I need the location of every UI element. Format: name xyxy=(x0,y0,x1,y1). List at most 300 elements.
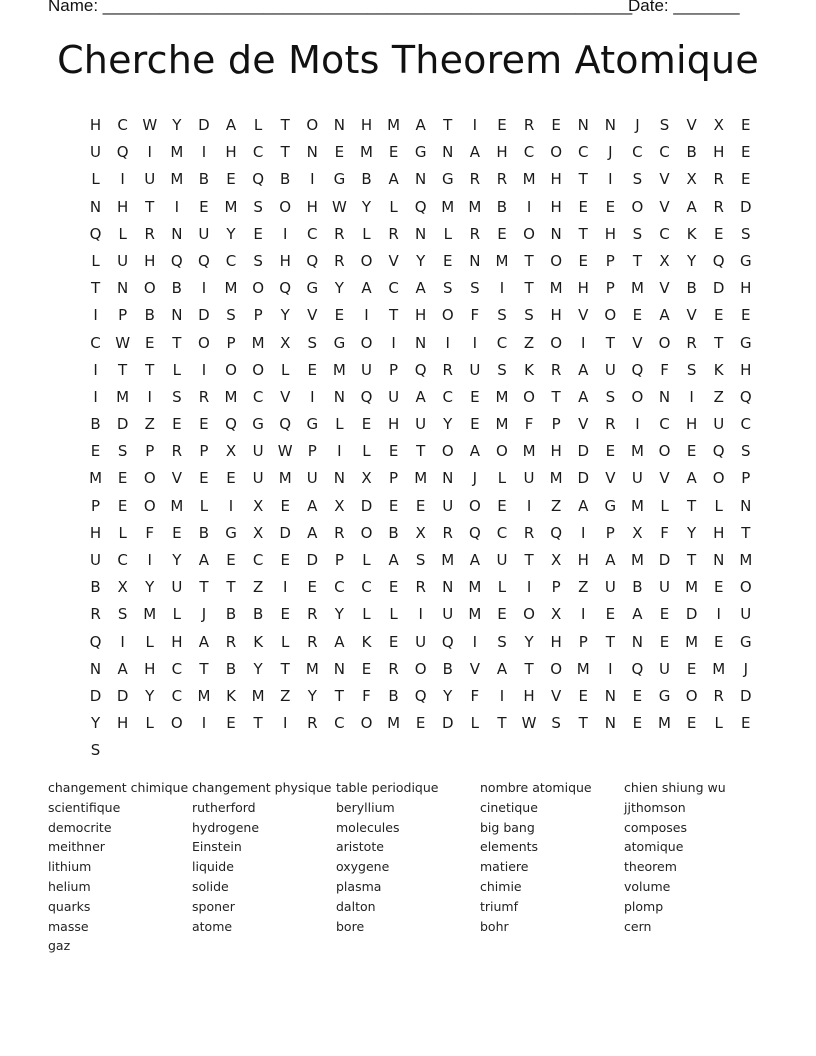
grid-letter: U xyxy=(90,551,102,569)
grid-letter: S xyxy=(686,360,697,379)
grid-letter: C xyxy=(659,224,670,243)
grid-letter: L xyxy=(118,523,127,542)
puzzle-title: Cherche de Mots Theorem Atomique xyxy=(57,38,759,82)
grid-letter: A xyxy=(578,360,589,379)
grid-letter: M xyxy=(224,387,238,406)
grid-letter: L xyxy=(389,605,398,624)
grid-letter: E xyxy=(307,360,318,379)
grid-letter: H xyxy=(89,116,102,134)
grid-letter: S xyxy=(497,632,507,651)
grid-letter: E xyxy=(334,143,345,162)
grid-letter: R xyxy=(523,523,535,542)
grid-letter: E xyxy=(497,116,507,134)
grid-letter: D xyxy=(658,551,671,569)
grid-letter: Y xyxy=(226,224,236,243)
grid-letter: P xyxy=(307,442,317,461)
grid-letter: N xyxy=(415,224,427,243)
grid-letter: M xyxy=(685,578,699,597)
grid-letter: G xyxy=(306,279,319,298)
grid-letter: I xyxy=(201,279,207,298)
grid-letter: E xyxy=(226,469,236,488)
grid-letter: F xyxy=(145,523,155,542)
grid-letter: R xyxy=(307,605,318,624)
grid-letter: I xyxy=(689,387,694,406)
grid-letter: U xyxy=(198,224,210,243)
word-list-item: lithium xyxy=(48,859,92,875)
grid-letter: V xyxy=(469,659,480,678)
grid-letter: C xyxy=(632,143,643,162)
grid-letter: E xyxy=(578,686,588,705)
grid-letter: Q xyxy=(414,197,427,216)
grid-letter: C xyxy=(117,116,128,134)
grid-letter: N xyxy=(89,659,102,678)
grid-letter: I xyxy=(391,333,396,352)
grid-letter: S xyxy=(226,306,236,325)
header-line xyxy=(48,0,748,22)
letter-grid xyxy=(82,112,759,765)
grid-letter: T xyxy=(605,333,615,352)
grid-letter: C xyxy=(252,551,264,569)
grid-letter: A xyxy=(388,551,399,569)
grid-letter: C xyxy=(117,551,128,569)
grid-letter: Y xyxy=(280,306,290,325)
grid-letter: R xyxy=(334,224,345,243)
grid-letter: O xyxy=(441,442,454,461)
grid-letter: L xyxy=(714,714,723,733)
grid-letter: X xyxy=(225,442,237,461)
grid-letter: W xyxy=(115,333,131,352)
grid-letter: O xyxy=(523,224,535,243)
grid-letter: R xyxy=(442,360,453,379)
grid-letter: R xyxy=(713,170,724,189)
grid-letter: K xyxy=(361,632,372,651)
grid-letter: E xyxy=(497,496,507,515)
grid-letter: U xyxy=(388,387,400,406)
grid-letter: E xyxy=(226,170,236,189)
grid-letter: U xyxy=(659,578,670,597)
grid-letter: H xyxy=(550,632,562,651)
grid-letter: E xyxy=(741,714,751,733)
grid-letter: X xyxy=(252,496,264,515)
grid-letter: T xyxy=(145,360,155,379)
grid-letter: G xyxy=(333,333,346,352)
grid-letter: Z xyxy=(252,578,264,597)
grid-letter: H xyxy=(496,143,508,162)
grid-letter: X xyxy=(713,116,724,134)
grid-letter: O xyxy=(658,333,671,352)
grid-letter: M xyxy=(468,605,482,624)
grid-letter: M xyxy=(170,496,184,515)
grid-letter: L xyxy=(91,170,100,189)
grid-letter: L xyxy=(497,469,507,488)
grid-letter: C xyxy=(659,143,670,162)
grid-letter: U xyxy=(90,143,102,162)
grid-letter: N xyxy=(171,224,183,243)
grid-letter: U xyxy=(415,415,427,434)
grid-letter: H xyxy=(117,714,129,733)
grid-letter: M xyxy=(360,143,373,162)
grid-letter: X xyxy=(280,333,291,352)
grid-letter: I xyxy=(472,632,478,651)
grid-letter: M xyxy=(685,632,699,651)
grid-letter: H xyxy=(117,197,129,216)
grid-letter: M xyxy=(251,333,265,352)
grid-letter: N xyxy=(740,496,752,515)
word-list-item: liquide xyxy=(192,859,234,875)
grid-letter: V xyxy=(388,251,399,270)
grid-letter: M xyxy=(576,659,590,678)
grid-letter: H xyxy=(171,632,183,651)
grid-letter: E xyxy=(470,387,480,406)
grid-letter: Q xyxy=(360,387,373,406)
grid-letter: S xyxy=(524,306,534,325)
grid-letter: R xyxy=(90,605,101,624)
grid-letter: M xyxy=(197,686,211,705)
grid-letter: P xyxy=(551,578,561,597)
grid-letter: G xyxy=(306,415,319,434)
grid-letter: B xyxy=(388,523,399,542)
grid-letter: E xyxy=(578,251,588,270)
grid-letter: N xyxy=(333,469,345,488)
grid-letter: T xyxy=(443,116,453,134)
grid-letter: P xyxy=(334,551,344,569)
grid-letter: E xyxy=(117,469,128,488)
grid-letter: C xyxy=(307,224,318,243)
grid-letter: M xyxy=(441,551,455,569)
word-list-item: composes xyxy=(624,819,687,835)
grid-letter: L xyxy=(91,251,100,270)
grid-letter: E xyxy=(199,197,209,216)
grid-letter: E xyxy=(307,578,318,597)
word-list-item: masse xyxy=(48,918,89,934)
grid-letter: S xyxy=(632,170,643,189)
grid-letter: U xyxy=(252,469,264,488)
grid-letter: E xyxy=(172,523,182,542)
grid-letter: I xyxy=(174,197,180,216)
grid-letter: O xyxy=(306,116,319,134)
grid-letter: S xyxy=(117,442,128,461)
grid-letter: T xyxy=(714,333,724,352)
grid-letter: L xyxy=(253,116,263,134)
grid-letter: Y xyxy=(416,251,426,270)
grid-letter: O xyxy=(550,659,563,678)
grid-letter: M xyxy=(630,279,644,298)
grid-letter: U xyxy=(523,469,535,488)
grid-letter: P xyxy=(605,279,615,298)
grid-letter: E xyxy=(741,306,751,325)
grid-letter: K xyxy=(524,360,534,379)
grid-letter: X xyxy=(117,578,128,597)
grid-letter: I xyxy=(282,578,288,597)
grid-letter: F xyxy=(660,360,669,379)
grid-letter: O xyxy=(658,442,671,461)
grid-letter: V xyxy=(659,469,670,488)
grid-letter: Z xyxy=(713,387,724,406)
grid-letter: S xyxy=(497,360,507,379)
grid-letter: O xyxy=(360,523,373,542)
grid-letter: O xyxy=(631,197,644,216)
grid-letter: D xyxy=(740,686,752,705)
grid-letter: M xyxy=(116,387,130,406)
grid-letter: B xyxy=(198,170,210,189)
word-list-item: jjthomson xyxy=(624,799,686,815)
grid-letter: E xyxy=(605,197,616,216)
grid-letter: S xyxy=(605,387,616,406)
grid-letter: P xyxy=(199,442,209,461)
grid-letter: M xyxy=(332,360,346,379)
word-list-item: atome xyxy=(192,918,233,934)
grid-letter: E xyxy=(280,605,290,624)
grid-letter: M xyxy=(495,251,509,270)
grid-letter: Y xyxy=(443,415,453,434)
grid-letter: U xyxy=(604,360,616,379)
grid-letter: Q xyxy=(89,632,102,651)
word-list-item: cinetique xyxy=(480,799,538,815)
word-list-item: meithner xyxy=(48,839,105,855)
word-list-item: bore xyxy=(336,918,365,934)
grid-letter: I xyxy=(147,551,152,569)
grid-letter: M xyxy=(495,415,509,434)
word-list-item: aristote xyxy=(336,839,384,855)
grid-letter: V xyxy=(659,170,670,189)
grid-letter: P xyxy=(605,523,615,542)
grid-letter: A xyxy=(578,496,589,515)
grid-letter: E xyxy=(388,496,399,515)
grid-letter: T xyxy=(551,387,561,406)
grid-letter: E xyxy=(280,551,290,569)
grid-letter: A xyxy=(632,605,643,624)
grid-letter: U xyxy=(442,605,454,624)
grid-letter: C xyxy=(252,387,264,406)
word-list-item: theorem xyxy=(624,859,677,875)
grid-letter: V xyxy=(659,279,670,298)
grid-letter: G xyxy=(414,143,427,162)
grid-letter: N xyxy=(658,387,671,406)
grid-letter: S xyxy=(632,224,643,243)
grid-letter: V xyxy=(659,197,670,216)
grid-letter: N xyxy=(171,306,183,325)
grid-letter: E xyxy=(686,659,697,678)
grid-letter: O xyxy=(550,333,563,352)
grid-letter: O xyxy=(604,306,617,325)
grid-letter: C xyxy=(225,251,237,270)
grid-letter: R xyxy=(198,387,210,406)
grid-letter: C xyxy=(334,714,345,733)
grid-letter: L xyxy=(362,551,371,569)
grid-letter: O xyxy=(143,496,156,515)
grid-letter: E xyxy=(741,116,751,134)
grid-letter: I xyxy=(608,659,613,678)
grid-letter: I xyxy=(608,170,613,189)
grid-letter: J xyxy=(743,659,749,678)
grid-letter: R xyxy=(334,523,345,542)
grid-letter: V xyxy=(686,116,697,134)
word-list-item: Einstein xyxy=(192,839,242,855)
grid-letter: C xyxy=(496,333,508,352)
word-list-item: nombre atomique xyxy=(480,780,592,795)
grid-letter: I xyxy=(499,279,505,298)
grid-letter: O xyxy=(252,279,265,298)
word-list-item: elements xyxy=(480,839,539,855)
word-list-item: chimie xyxy=(480,878,522,894)
grid-letter: P xyxy=(578,632,588,651)
grid-letter: S xyxy=(741,442,751,461)
grid-letter: H xyxy=(740,279,752,298)
word-list-item: democrite xyxy=(48,819,112,835)
grid-letter: E xyxy=(713,578,724,597)
grid-letter: G xyxy=(333,170,346,189)
grid-letter: A xyxy=(415,279,426,298)
grid-letter: R xyxy=(442,523,453,542)
grid-letter: I xyxy=(147,387,152,406)
grid-letter: I xyxy=(526,578,532,597)
grid-letter: H xyxy=(577,279,589,298)
grid-letter: A xyxy=(198,551,210,569)
grid-letter: Q xyxy=(116,143,129,162)
grid-letter: N xyxy=(577,116,589,134)
grid-letter: P xyxy=(145,442,155,461)
grid-letter: D xyxy=(740,197,752,216)
grid-letter: E xyxy=(415,714,426,733)
grid-letter: N xyxy=(442,578,454,597)
grid-letter: E xyxy=(551,116,561,134)
word-list-item: cern xyxy=(624,918,652,934)
grid-letter: L xyxy=(714,496,723,515)
grid-letter: M xyxy=(441,197,455,216)
grid-letter: N xyxy=(550,224,562,243)
grid-letter: E xyxy=(713,632,724,651)
grid-letter: M xyxy=(739,551,753,569)
grid-letter: L xyxy=(172,605,181,624)
grid-letter: X xyxy=(551,605,562,624)
grid-letter: V xyxy=(551,686,562,705)
grid-letter: U xyxy=(144,170,156,189)
grid-letter: B xyxy=(90,578,101,597)
word-list-item: rutherford xyxy=(192,799,256,815)
grid-letter: S xyxy=(253,197,263,216)
grid-letter: B xyxy=(225,659,237,678)
grid-letter: X xyxy=(659,251,670,270)
grid-letter: E xyxy=(713,306,724,325)
grid-letter: O xyxy=(279,197,292,216)
grid-letter: N xyxy=(631,632,644,651)
grid-letter: A xyxy=(469,442,480,461)
grid-letter: C xyxy=(334,578,345,597)
grid-letter: I xyxy=(581,333,586,352)
grid-letter: Y xyxy=(172,551,182,569)
grid-letter: Y xyxy=(443,686,453,705)
grid-letter: E xyxy=(199,415,209,434)
grid-letter: L xyxy=(118,224,127,243)
grid-letter: Z xyxy=(551,496,562,515)
grid-letter: O xyxy=(739,578,752,597)
grid-letter: U xyxy=(469,360,481,379)
word-list-item: helium xyxy=(48,878,91,894)
grid-letter: N xyxy=(306,143,318,162)
grid-letter: P xyxy=(389,360,399,379)
word-list-item: quarks xyxy=(48,898,91,914)
grid-letter: J xyxy=(201,605,207,624)
grid-letter: Q xyxy=(712,442,725,461)
grid-letter: D xyxy=(306,551,319,569)
grid-letter: A xyxy=(686,469,697,488)
grid-letter: E xyxy=(659,632,670,651)
grid-letter: Q xyxy=(170,251,183,270)
grid-letter: H xyxy=(360,116,373,134)
grid-letter: N xyxy=(442,143,454,162)
grid-letter: H xyxy=(387,415,400,434)
grid-letter: U xyxy=(306,469,318,488)
grid-letter: I xyxy=(93,306,98,325)
grid-letter: N xyxy=(469,251,481,270)
grid-letter: R xyxy=(713,686,724,705)
grid-letter: M xyxy=(468,578,482,597)
grid-letter: D xyxy=(712,279,725,298)
grid-letter: P xyxy=(91,496,101,515)
grid-letter: Z xyxy=(578,578,589,597)
word-list-item: sponer xyxy=(192,898,235,914)
word-list-item: scientifique xyxy=(48,799,121,815)
grid-letter: Y xyxy=(145,578,155,597)
grid-letter: R xyxy=(550,360,562,379)
grid-letter: E xyxy=(388,143,399,162)
grid-letter: T xyxy=(605,632,615,651)
grid-letter: L xyxy=(362,605,371,624)
grid-letter: N xyxy=(604,686,616,705)
grid-letter: I xyxy=(120,632,125,651)
grid-letter: Q xyxy=(279,415,292,434)
grid-letter: K xyxy=(713,360,724,379)
grid-letter: D xyxy=(577,469,590,488)
grid-letter: H xyxy=(415,306,427,325)
grid-letter: H xyxy=(225,143,237,162)
grid-letter: E xyxy=(226,714,236,733)
grid-letter: R xyxy=(605,415,616,434)
grid-letter: T xyxy=(497,714,507,733)
grid-letter: T xyxy=(687,551,697,569)
grid-letter: T xyxy=(199,578,209,597)
grid-letter: S xyxy=(659,116,670,134)
grid-letter: E xyxy=(199,469,209,488)
grid-letter: B xyxy=(280,170,291,189)
grid-letter: E xyxy=(605,605,616,624)
grid-letter: I xyxy=(201,360,207,379)
grid-letter: B xyxy=(632,578,643,597)
grid-letter: Y xyxy=(253,659,263,678)
grid-letter: B xyxy=(388,686,399,705)
grid-letter: T xyxy=(172,333,182,352)
grid-letter: D xyxy=(360,496,373,515)
grid-letter: O xyxy=(631,387,644,406)
grid-letter: M xyxy=(224,279,238,298)
grid-letter: L xyxy=(362,442,371,461)
grid-letter: E xyxy=(713,224,724,243)
grid-letter: S xyxy=(551,714,561,733)
grid-letter: H xyxy=(577,551,589,569)
grid-letter: R xyxy=(469,224,481,243)
grid-letter: O xyxy=(468,496,481,515)
grid-letter: I xyxy=(499,686,505,705)
grid-letter: B xyxy=(496,197,508,216)
grid-letter: I xyxy=(93,387,98,406)
grid-letter: H xyxy=(550,170,562,189)
grid-letter: E xyxy=(632,714,643,733)
grid-letter: B xyxy=(442,659,453,678)
grid-letter: E xyxy=(497,224,507,243)
grid-letter: M xyxy=(224,197,238,216)
grid-letter: F xyxy=(660,523,669,542)
grid-letter: I xyxy=(337,442,342,461)
